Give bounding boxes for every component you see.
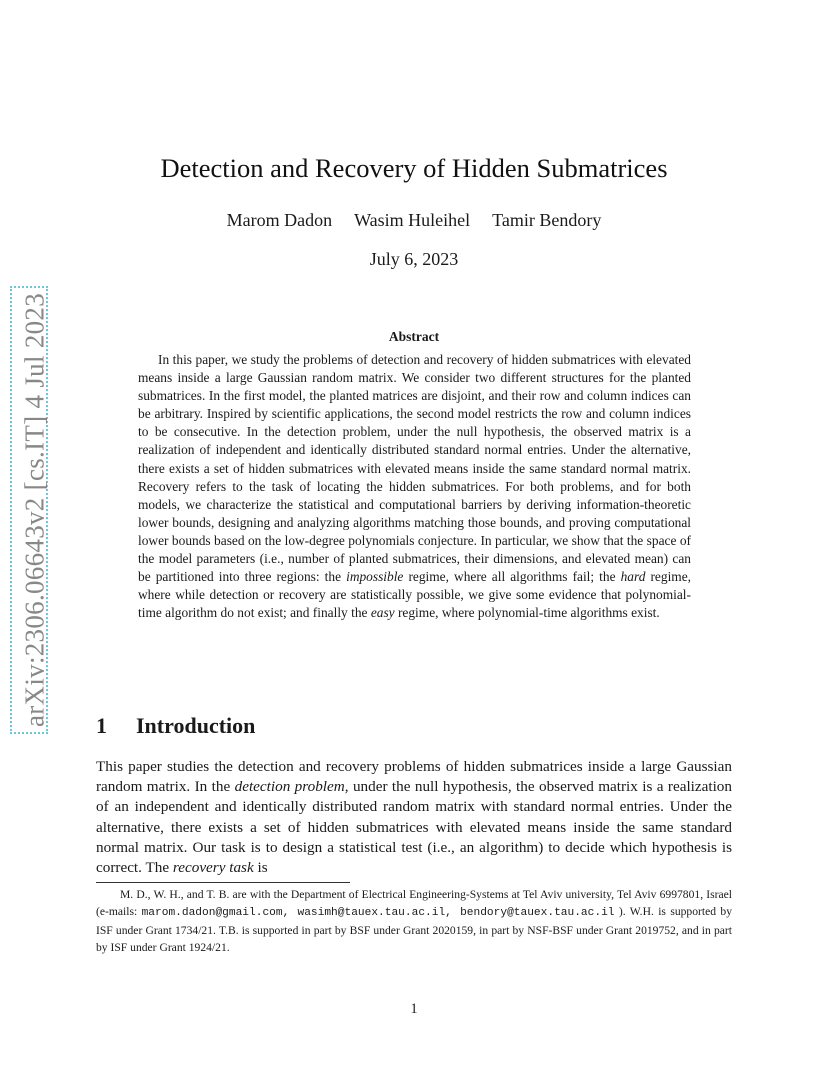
intro-emphasis: detection problem <box>234 778 345 796</box>
arxiv-identifier[interactable]: arXiv:2306.06643v2 [cs.IT] 4 Jul 2023 <box>19 292 50 728</box>
author-name: Tamir Bendory <box>492 210 602 230</box>
footnote-divider <box>96 882 350 883</box>
footnote-text-part: M. D., W. H., and T. B. are with the Department of Electrical Engineering-Systems at Tel Aviv university, Tel Aviv 6997801, Israel (e-mails: <box>96 888 732 919</box>
intro-emphasis: recovery task <box>172 859 254 877</box>
footnote <box>96 886 732 956</box>
author-name: Marom Dadon <box>226 210 333 230</box>
footnote-emails[interactable]: marom.dadon@gmail.com, wasimh@tauex.tau.ac.il, bendory@tauex.tau.ac.il <box>141 907 615 920</box>
page-number: 1 <box>410 1001 418 1017</box>
abstract-emphasis: easy <box>370 605 395 621</box>
abstract-text <box>138 351 691 622</box>
author-name: Wasim Huleihel <box>354 210 471 230</box>
paper-title: Detection and Recovery of Hidden Submatrices <box>160 153 668 183</box>
abstract-text-part: regime, where all algorithms fail; the <box>403 569 621 585</box>
section-number: 1 <box>96 713 107 738</box>
intro-text-part: is <box>253 859 268 877</box>
abstract-text-part: In this paper, we study the problems of detection and recovery of hidden submatrices with elevated means inside a large Gaussian random matrix. We consider two different structures for the planted submatrices. In the first model, the planted matrices are disjoint, and their row and column indices can be arbitrary. Inspired by scientific applications, the second model restricts the row and column indices to be consecutive. In the detection problem, under the null hypothesis, the observed matrix is a realization of independent and identically distributed standard normal entries. Under the alternative, there exists a set of hidden submatrices with elevated means inside the same standard normal matrix. Recovery refers to the task of locating the hidden submatrices. For both problems, and for both models, we characterize the statistical and computational barriers by deriving information-theoretic lower bounds, designing and analyzing algorithms matching those bounds, and proving computational lower bounds based on the low-degree polynomials conjecture. In particular, we show that the space of the model parameters (i.e., number of planted submatrices, their dimensions, and elevated mean) can be partitioned into three regions: the <box>138 352 691 585</box>
abstract-emphasis: hard <box>620 569 646 585</box>
section-heading <box>96 713 255 739</box>
abstract-text-part: regime, where polynomial-time algorithms exist. <box>394 605 660 621</box>
abstract-text-part: regime, where while detection or recovery are statistically possible, we give some evidence that polynomial-time algorithm do not exist; and finally the <box>138 569 692 621</box>
intro-text-part: This paper studies the detection and recovery problems of hidden submatrices inside a large Gaussian random matrix. In the <box>96 758 732 796</box>
abstract-emphasis: impossible <box>346 569 404 585</box>
paper-date: July 6, 2023 <box>369 249 459 269</box>
section-title: Introduction <box>136 713 256 738</box>
author-list <box>96 210 732 231</box>
footnote-text-part: ). W.H. is supported by ISF under Grant 1734/21. T.B. is supported in part by BSF under Grant 2020159, in part by NSF-BSF under Grant 2019752, and in part by ISF under Grant 1924/21. <box>96 905 733 955</box>
introduction-text <box>96 757 732 878</box>
intro-text-part: , under the null hypothesis, the observed matrix is a realization of an independent and identically distributed random matrix with standard normal entries. Under the alternative, there exists a set of hidden submatrices with elevated means inside the same standard normal matrix. Our task is to design a statistical test (i.e., an algorithm) to decide which hypothesis is correct. The <box>96 778 732 877</box>
abstract-heading: Abstract <box>388 329 440 344</box>
